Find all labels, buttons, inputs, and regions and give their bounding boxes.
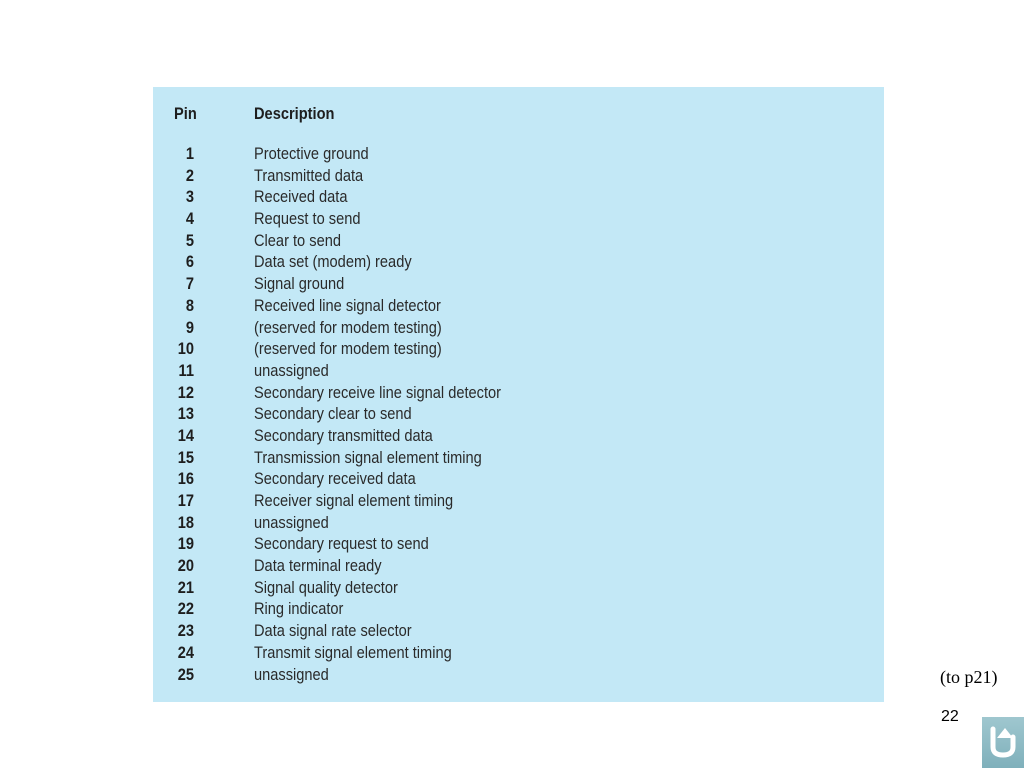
pin-number: 17 bbox=[177, 491, 194, 510]
continuation-note: (to p21) bbox=[940, 667, 998, 687]
pin-number: 7 bbox=[185, 274, 194, 294]
table-row bbox=[153, 447, 884, 469]
table-row bbox=[153, 317, 884, 339]
table-row bbox=[153, 186, 884, 208]
pin-description: Clear to send bbox=[254, 230, 341, 250]
pin-description: Signal ground bbox=[254, 274, 345, 294]
table-row bbox=[153, 512, 884, 534]
table-row bbox=[153, 338, 884, 360]
table-row bbox=[153, 403, 884, 425]
table-row bbox=[153, 230, 884, 252]
pin-number: 1 bbox=[185, 144, 194, 163]
return-button[interactable] bbox=[982, 717, 1024, 768]
pin-description: Receiver signal element timing bbox=[254, 491, 454, 510]
table-row bbox=[153, 620, 884, 642]
pin-number: 4 bbox=[185, 209, 194, 229]
pin-description: Data set (modem) ready bbox=[254, 252, 412, 272]
table-row bbox=[153, 533, 884, 555]
pin-description: Transmit signal element timing bbox=[254, 642, 452, 662]
pin-description: Data terminal ready bbox=[254, 556, 382, 576]
table-row bbox=[153, 360, 884, 382]
pin-description: Secondary clear to send bbox=[254, 404, 412, 424]
table-row bbox=[153, 642, 884, 664]
table-row bbox=[153, 577, 884, 599]
table-row bbox=[153, 273, 884, 295]
pin-description: unassigned bbox=[254, 512, 329, 532]
pin-number: 15 bbox=[177, 447, 194, 467]
pin-number: 19 bbox=[177, 534, 194, 554]
table-body bbox=[153, 143, 884, 685]
table-row bbox=[153, 425, 884, 447]
pin-number: 13 bbox=[177, 404, 194, 424]
pin-number: 20 bbox=[177, 556, 194, 576]
pin-number: 24 bbox=[177, 642, 194, 662]
table-row bbox=[153, 468, 884, 490]
pin-number: 18 bbox=[177, 512, 194, 532]
pin-number: 5 bbox=[185, 230, 194, 250]
pin-description: Transmission signal element timing bbox=[254, 447, 482, 467]
return-arrow-icon bbox=[988, 725, 1018, 759]
page-number: 22 bbox=[941, 708, 959, 725]
pin-number: 6 bbox=[185, 252, 194, 272]
pin-number: 14 bbox=[177, 425, 194, 445]
pin-description: (reserved for modem testing) bbox=[254, 317, 442, 337]
pin-description: Protective ground bbox=[254, 144, 369, 163]
pin-number: 8 bbox=[185, 295, 194, 315]
column-header-description: Description bbox=[254, 104, 335, 123]
pin-description: Received line signal detector bbox=[254, 295, 441, 315]
pin-description: unassigned bbox=[254, 664, 329, 684]
pin-number: 16 bbox=[177, 469, 194, 489]
table-row bbox=[153, 251, 884, 273]
pin-description: Signal quality detector bbox=[254, 577, 398, 597]
pin-number: 22 bbox=[177, 599, 194, 619]
pin-description: Secondary transmitted data bbox=[254, 425, 433, 445]
pin-description: Secondary request to send bbox=[254, 534, 429, 554]
table-row bbox=[153, 490, 884, 512]
table-row bbox=[153, 208, 884, 230]
pin-description: Ring indicator bbox=[254, 599, 344, 619]
pin-number: 10 bbox=[177, 339, 194, 359]
pin-description: Data signal rate selector bbox=[254, 621, 412, 641]
pin-number: 25 bbox=[177, 664, 194, 684]
pin-number: 3 bbox=[185, 187, 194, 207]
pin-description-table bbox=[153, 87, 884, 702]
table-row bbox=[153, 598, 884, 620]
table-row bbox=[153, 382, 884, 404]
pin-number: 12 bbox=[177, 382, 194, 402]
pin-description: Transmitted data bbox=[254, 165, 364, 185]
pin-description: (reserved for modem testing) bbox=[254, 339, 442, 359]
pin-number: 2 bbox=[185, 165, 194, 185]
pin-number: 23 bbox=[177, 621, 194, 641]
table-row bbox=[153, 664, 884, 686]
table-row bbox=[153, 555, 884, 577]
pin-number: 11 bbox=[178, 360, 194, 380]
table-row bbox=[153, 165, 884, 187]
pin-description: Secondary received data bbox=[254, 469, 416, 489]
pin-description: unassigned bbox=[254, 360, 329, 380]
pin-description: Received data bbox=[254, 187, 348, 207]
pin-number: 21 bbox=[177, 577, 194, 597]
pin-description: Request to send bbox=[254, 209, 361, 229]
table-row bbox=[153, 295, 884, 317]
pin-description: Secondary receive line signal detector bbox=[254, 382, 502, 402]
table-row bbox=[153, 143, 884, 165]
pin-number: 9 bbox=[185, 317, 194, 337]
column-header-pin: Pin bbox=[174, 104, 197, 123]
